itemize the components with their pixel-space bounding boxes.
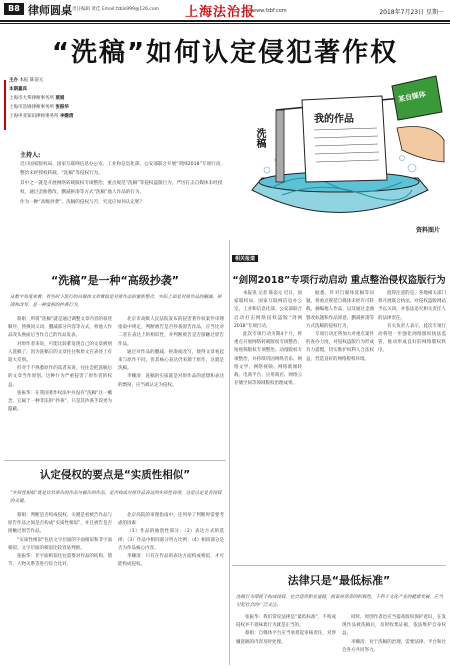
paragraph: 据悉，针对自媒体洗稿等问题，将重点规范自媒体未经许可转载、摘编他人作品，以及通过歪曲篡改标题和作品原意、删减拼凑等方式洗稿的侵权行为。 xyxy=(306,291,374,329)
paragraph: 对原作者来说，可能比较难发现自己的文章被别人洗稿了，因为洗稿后的文章往往和原文在表述上有较大差别。 xyxy=(8,341,112,364)
column-divider xyxy=(229,240,230,665)
section2-title: “剑网2018”专项行动启动 重点整治侵权盗版行为 xyxy=(232,275,446,286)
media-tag: 某自媒体 xyxy=(397,90,427,104)
host-paragraph: 近日国家版权局、国家互联网信息办公室、工业和信息化部、公安部联合开展“剑网2018”专项行动，整治未经授权转载、“洗稿”等侵权行为。 xyxy=(20,162,225,177)
byline-row: 上海市大邦律师事务所 蔡娟 xyxy=(9,96,65,101)
byline-row: 主办 本报 陈姿元 xyxy=(9,78,44,83)
editor-line: 责任编辑 黄佳 Email:fzbls999@126.com xyxy=(72,7,159,12)
paragraph: 蔡娟：判断是否构成侵权，关键是看被告作品与原告作品之间是否构成“实质性相似”，并且被告是否接触过原告作品。 xyxy=(8,513,112,535)
rack-label: 洗稿 xyxy=(254,128,265,148)
paragraph: 通过对作品的删减、拼凑或改写，使得文章看起来与原作不同，但其核心表达仍来源于原作，这就是洗稿。 xyxy=(118,349,224,372)
masthead xyxy=(0,0,450,22)
byline-block xyxy=(9,76,119,121)
issue-date: 2018年7月23日 星期一 xyxy=(379,9,444,16)
host-paragraph: 作为一种“高级抄袭”，洗稿的侵权与否，究竟应如何认定呢？ xyxy=(20,199,145,205)
section4-deck: 洗稿行为即使不构成侵权，也会违背职业道德，损害原创者的积极性，不利于文化产业的健康发展，应当引起社会的广泛关注。 xyxy=(236,595,443,608)
section4-title: 法律只是“最低标准” xyxy=(287,574,391,587)
paragraph: 张振华：非字面相似往往需要对作品的结构、情节、人物关系等进行综合比对。 xyxy=(8,554,112,568)
section1-column-right xyxy=(118,316,224,456)
masthead-rule-thin xyxy=(0,23,450,24)
host-paragraph: 其中之一就是开展网络转载版权专项整治，重点规范“洗稿”等侵权盗版行为，严厉打击自媒体未经授权，通过歪曲篡改、删减拼凑等方式“洗稿”他人作品的行为。 xyxy=(20,180,223,196)
section3-column-left xyxy=(8,512,112,662)
paragraph: 但对于不熟悉原作的读者来说，往往会把洗稿后的文章当作原创。这种行为严重侵害了原作者的权益。 xyxy=(8,366,112,388)
host-intro xyxy=(20,160,225,207)
section2-column-1 xyxy=(234,290,302,560)
section4-column-left xyxy=(236,614,336,666)
section-divider xyxy=(4,460,226,461)
paragraph: 专项行动还将加大对重点案件的查办力度，对侵权盗版行为形成有力震慑，切实维护权利人合法权益，营造良好的网络版权环境。 xyxy=(306,332,374,362)
byline-row: 上海申亚知识律师事务所 李姗清 xyxy=(9,114,74,119)
paragraph: “实质性相似”包括文字层面的字面相似和非字面相似。文字层面的相似比较容易判断。 xyxy=(8,537,112,551)
paragraph: 李姗清：对于洗稿的治理，需要法律、平台和社会各方共同努力。 xyxy=(342,639,446,653)
paragraph: 蔡娟：所谓“洗稿”就是通过调整文章内容的叙述顺序、替换同义词、删减部分内容等方式，将他人作品改头换面后当作自己的作品发表。 xyxy=(8,317,112,339)
byline-row: 本期嘉宾 xyxy=(9,87,27,92)
section1-deck: 从数字角度来看，有些时下流行的自媒体文章看似是对原作品的重新整合，实际上却是对原作品的删减、拼凑和改写，是一种变相的抄袭行为。 xyxy=(10,295,222,308)
newspaper-logo: 上海法治报 xyxy=(185,5,256,20)
paragraph: 有关负责人表示，此次专项行动将进一步强化网络版权执法监管，推动形成良好的网络版权秩序。 xyxy=(378,323,446,354)
paragraph: 同时，原创作者也应当提高版权保护意识，在发现作品被洗稿后，及时收集证据，依法维护自身权益。 xyxy=(342,615,446,637)
paragraph: 李姗清：洗稿的实质就是对原作品的思想和表达的剽窃，应当被认定为侵权。 xyxy=(118,374,224,388)
section-divider xyxy=(232,565,446,566)
section3-title: 认定侵权的要点是“实质性相似” xyxy=(39,469,191,481)
related-report-tag: 相关报道 xyxy=(232,255,258,262)
paragraph: （1）作品的独创性部分；（2）表达方式的选择；（3）作品中相同部分所占比例；（4）相同部分是否为作品核心内容。 xyxy=(118,529,224,551)
paragraph: 北京高院的审理指南中，还列举了判断时需要考虑的因素： xyxy=(118,513,224,527)
byline-row: 上海市浩锦律师事务所 张振华 xyxy=(9,105,69,110)
paragraph: 李姗清：只有在作品的表达方面构成相似，才可能构成侵权。 xyxy=(118,554,224,568)
paragraph: 本报讯 记者 陈姿元 近日，国家版权局、国家互联网信息办公室、工业和信息化部、公安部联合启动打击网络侵权盗版“剑网2018”专项行动。 xyxy=(234,291,302,329)
byline-accent xyxy=(4,80,6,130)
section2-column-3 xyxy=(378,290,446,560)
masthead-rule xyxy=(0,20,450,22)
paragraph: 北京市高级人民法院发布的侵害著作权案件审理指南中规定，判断被告是否抄袭原告作品，应当比对二者在表达上的相似性，并判断被告是否接触过原告作品。 xyxy=(118,317,224,347)
paragraph: 值得注意的是，各地相关部门将开展联合执法，对侵权盗版网站予以关闭，并依法追究相关责任人的法律责任。 xyxy=(378,291,446,321)
paragraph: 此次专项行动为期4个月，将重点开展网络转载版权专项整治、短视频版权专项整治、动漫版权专项整治，并持续巩固网络音乐、网络文学、网络视频、网络新闻转载、电商平台、应用商店、网络云存储空间等领域版权治理成果。 xyxy=(234,332,302,387)
document-title: 我的作品 xyxy=(314,114,354,125)
article-illustration xyxy=(232,70,446,236)
page-headline: “洗稿”如何认定侵犯著作权 xyxy=(51,38,399,68)
section2-column-2 xyxy=(306,290,374,560)
section1-column-left xyxy=(8,316,112,456)
document-sheet xyxy=(302,96,387,182)
image-caption: 资料图片 xyxy=(415,227,440,234)
section-number: B8 xyxy=(4,3,24,15)
paragraph: 张振华：我们常说法律是“最低标准”，不构成侵权并不意味着行为就是正当的。 xyxy=(236,615,336,629)
host-label: 主持人: xyxy=(20,152,41,159)
section-name: 律师圆桌 xyxy=(28,4,72,17)
paragraph: 蔡娟：自媒体平台应当承担起审核责任，对涉嫌洗稿的内容及时处理。 xyxy=(236,631,336,645)
section3-column-right xyxy=(118,512,224,662)
newspaper-url: www.fzbf.com xyxy=(252,8,287,14)
section3-deck: “实质性相似”就是比对原告的作品与被告的作品，是否构成对原作品表达的实质性再现，这是认定是否侵权的关键。 xyxy=(10,491,222,504)
section4-column-right xyxy=(342,614,446,666)
section1-title: “洗稿”是一种“高级抄袭” xyxy=(51,274,179,287)
paragraph: 张振华：在我国著作权法中并没有“洗稿”这一概念，它属于一种非法的“抄袭”，只是其抄袭手段更为隐蔽。 xyxy=(8,390,112,413)
